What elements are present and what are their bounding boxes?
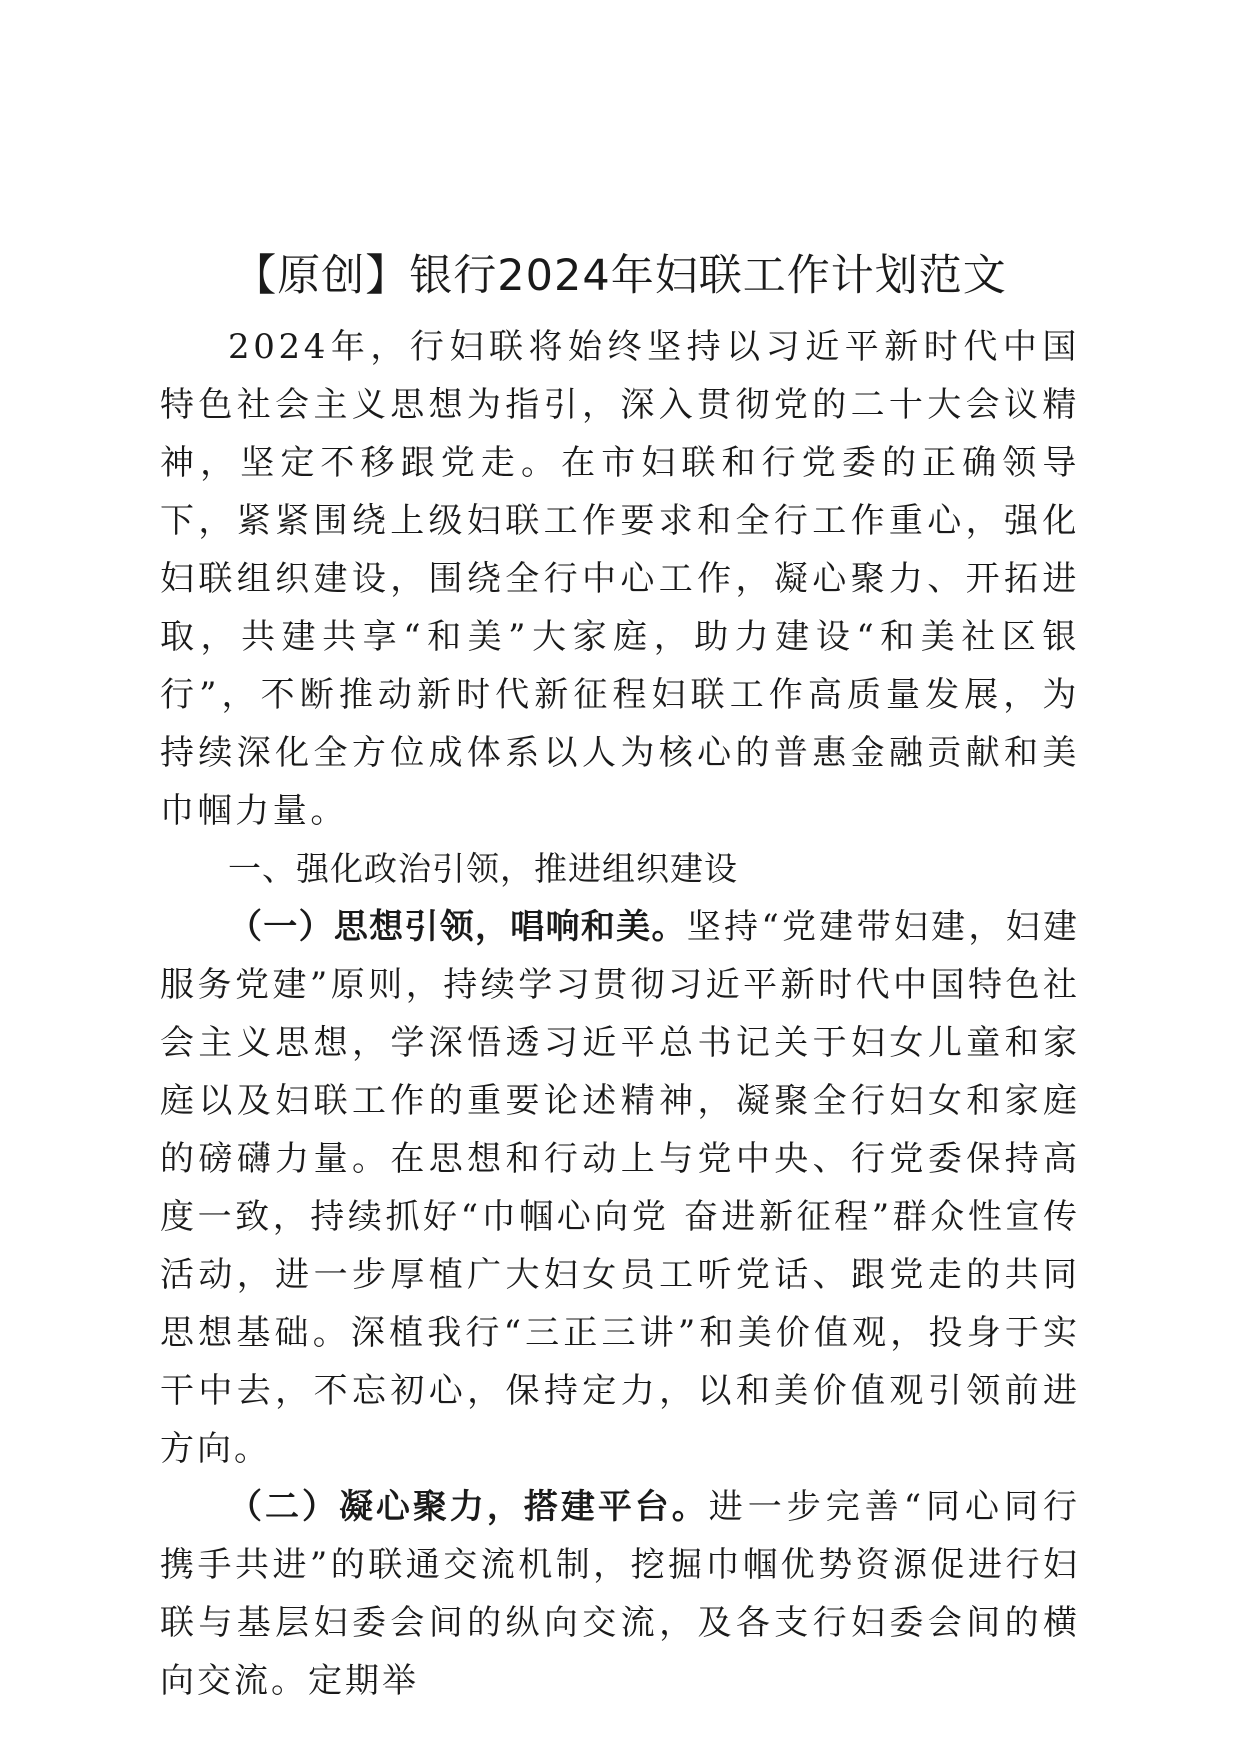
intro-paragraph: 2024年，行妇联将始终坚持以习近平新时代中国特色社会主义思想为指引，深入贯彻党的二十大会议精神，坚定不移跟党走。在市妇联和行党委的正确领导下，紧紧围绕上级妇联工作要求和全行工作重心，强化妇联组织建设，围绕全行中心工作，凝心聚力、开拓进取，共建共享“和美”大家庭，助力建设“和美社区银行”，不断推动新时代新征程妇联工作高质量发展，为持续深化全方位成体系以人为核心的普惠金融贡献和美巾帼力量。 <box>160 327 1080 831</box>
subsection-lead-1: （一）思想引领，唱响和美。 <box>228 907 687 947</box>
document-page <box>160 246 1080 1710</box>
subsection-paragraph-2 <box>160 1478 1080 1710</box>
document-title: 【原创】银行2024年妇联工作计划范文 <box>233 251 1007 301</box>
subsection-body-1: 坚持“党建带妇建，妇建服务党建”原则，持续学习贯彻习近平新时代中国特色社会主义思想，学深悟透习近平总书记关于妇女儿童和家庭以及妇联工作的重要论述精神，凝聚全行妇女和家庭的磅礴力量。在思想和行动上与党中央、行党委保持高度一致，持续抓好“巾帼心向党 奋进新征程”群众性宣传活动，进一步厚植广大妇女员工听党话、跟党走的共同思想基础。深植我行“三正三讲”和美价值观，投身于实干中去，不忘初心，保持定力，以和美价值观引领前进方向。 <box>160 907 1081 1469</box>
subsection-body-2: 进一步完善“同心同行 携手共进”的联通交流机制，挖掘巾帼优势资源促进行妇联与基层妇委会间的纵向交流，及各支行妇委会间的横向交流。定期举 <box>160 1487 1081 1701</box>
subsection-lead-2: （二）凝心聚力，搭建平台。 <box>228 1487 709 1527</box>
subsection-paragraph-1 <box>160 898 1080 1478</box>
section-heading-1: 一、强化政治引领，推进组织建设 <box>228 849 738 888</box>
